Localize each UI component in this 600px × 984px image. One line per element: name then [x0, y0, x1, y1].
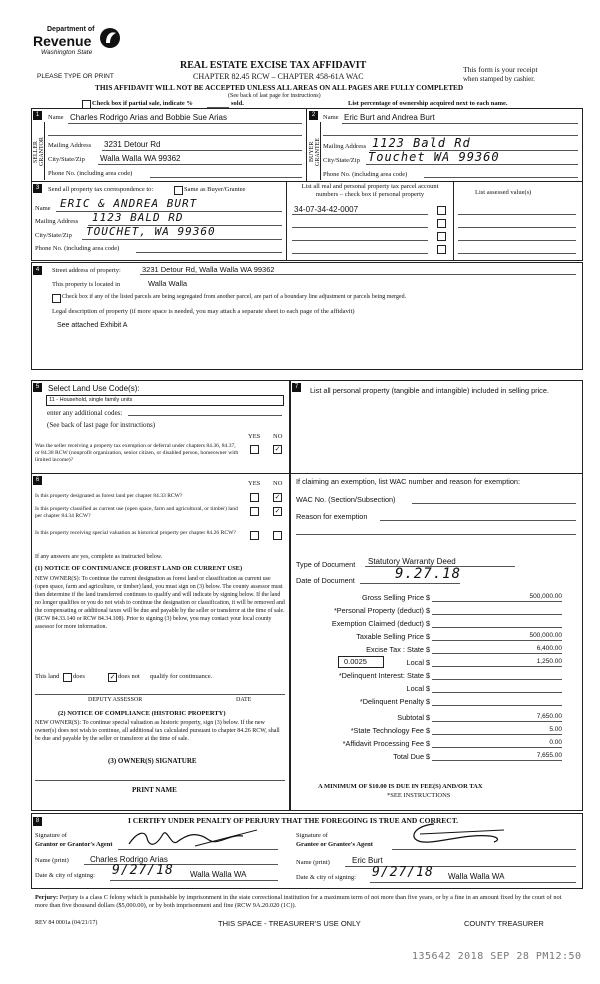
notice-compliance-title: (2) NOTICE OF COMPLIANCE (HISTORIC PROPERTY) — [58, 710, 226, 717]
tax-row — [296, 605, 576, 617]
local-rate-box[interactable] — [338, 656, 384, 668]
tax-row-label: Gross Selling Price — [361, 593, 424, 602]
divider — [453, 181, 454, 261]
tax-line — [432, 747, 562, 748]
grantor-city-value[interactable]: Walla Walla WA — [190, 870, 247, 879]
section-8-number: 8 — [33, 817, 42, 826]
seller-mail-line — [102, 150, 302, 151]
perjury-text: Perjury is a class C felony which is punishable by imprisonment in the state correctional institution for a maximum term of not more than five years, or by a fine in an amount fixed by the court of not more than five thousand dollars ($5,000.00), or by both imprisonment and fine (RCW 9A.20.020 (1C)). — [35, 894, 562, 909]
seller-name-label: Name — [48, 114, 64, 121]
grantee-name-label: Name (print) — [296, 859, 330, 866]
tax-currency: $ — [426, 697, 431, 706]
type-or-print-note: PLEASE TYPE OR PRINT — [37, 73, 114, 80]
personal-property-label: List all personal property (tangible and intangible) included in selling price. — [310, 386, 549, 395]
owner-signature-line[interactable] — [35, 780, 285, 781]
buyer-phone-line[interactable] — [424, 177, 578, 178]
forest-yes-checkbox[interactable] — [250, 493, 259, 502]
exemption-no-checkbox[interactable]: ✓ — [274, 445, 281, 453]
tax-line — [432, 760, 562, 761]
treasurer-space-label: THIS SPACE - TREASURER'S USE ONLY — [218, 919, 361, 928]
parcel-line-2[interactable] — [292, 227, 428, 228]
section-6-number: 6 — [33, 476, 42, 485]
tax-row-label: Subtotal — [397, 713, 424, 722]
minimum-fee-note: A MINIMUM OF $10.00 IS DUE IN FEE(S) AND/OR TAX — [318, 783, 483, 790]
located-in-label: This property is located in — [52, 281, 121, 288]
tax-currency: $ — [426, 739, 431, 748]
section-4-box — [31, 262, 583, 370]
buyer-city-label: City/State/Zip — [323, 157, 360, 164]
grantee-signature[interactable] — [400, 820, 510, 850]
tax-row-label: *State Technology Fee — [350, 726, 424, 735]
tax-line — [432, 601, 562, 602]
buyer-city-line — [366, 164, 578, 165]
divider — [306, 108, 307, 182]
send-correspondence-label: Send all property tax correspondence to: — [48, 186, 154, 193]
buyer-phone-label: Phone No. (including area code) — [323, 171, 408, 178]
does-label: does — [73, 673, 85, 680]
receipt-note-1: This form is your receipt — [463, 65, 538, 74]
tax-row-value[interactable]: 5.00 — [549, 726, 562, 733]
grantor-sig-label-2: Grantor or Grantor's Agent — [35, 841, 113, 848]
grantee-sig-label-2: Grantee or Grantee's Agent — [296, 841, 373, 848]
dor-logo — [33, 26, 123, 62]
s5-no-header: NO — [273, 433, 283, 440]
grantee-name-value[interactable]: Eric Burt — [352, 856, 383, 865]
assessed-line-1[interactable] — [458, 214, 576, 215]
tax-line — [432, 734, 562, 735]
tax-currency: $ — [426, 658, 431, 667]
s5-yes-header: YES — [248, 433, 261, 440]
doc-date-label: Date of Document — [296, 576, 355, 585]
buyer-side-label: BUYER GRANTEE — [309, 138, 321, 166]
tax-row-label: *Delinquent Interest: State — [338, 671, 424, 680]
tax-currency: $ — [426, 684, 431, 693]
exemption-yes-checkbox[interactable] — [250, 445, 259, 454]
tax-row-label: Local — [406, 658, 424, 667]
if-yes-note: If any answers are yes, complete as instructed below. — [35, 554, 163, 560]
deputy-date-label: DATE — [236, 697, 252, 703]
form-subtitle: CHAPTER 82.45 RCW – CHAPTER 458-61A WAC — [193, 72, 364, 81]
street-address-value[interactable]: 3231 Detour Rd, Walla Walla WA 99362 — [142, 265, 275, 274]
grantor-date-value[interactable]: 9/27/18 — [112, 863, 174, 878]
does-checkbox[interactable] — [63, 673, 72, 682]
tax-currency: $ — [426, 726, 431, 735]
correspondence-city-value[interactable]: TOUCHET, WA 99360 — [86, 225, 216, 238]
tax-row — [296, 683, 576, 695]
located-in-value[interactable]: Walla Walla — [148, 279, 188, 288]
tax-line — [432, 653, 562, 654]
same-as-buyer-checkbox[interactable] — [174, 186, 183, 195]
tax-row-label: *Delinquent Penalty — [359, 697, 424, 706]
grantee-date-label: Date & city of signing: — [296, 874, 356, 881]
seller-name-line2 — [48, 135, 302, 136]
section-4-number: 4 — [33, 266, 42, 275]
this-land-label: This land — [35, 673, 60, 680]
tax-line — [432, 721, 562, 722]
agency-line2: Revenue — [33, 33, 92, 49]
parcel-line-4[interactable] — [292, 253, 428, 254]
tax-row — [296, 712, 576, 724]
assessed-header: List assessed value(s) — [475, 189, 532, 196]
qualify-label: qualify for continuance. — [150, 673, 213, 680]
parcel-line-3[interactable] — [292, 240, 428, 241]
assessed-line-4[interactable] — [458, 253, 576, 254]
current-use-no-checkbox[interactable]: ✓ — [274, 507, 281, 515]
additional-codes-line[interactable] — [128, 415, 282, 416]
grantor-sig-label-1: Signature of — [35, 832, 67, 839]
section-2-number: 2 — [309, 111, 318, 120]
tax-row — [296, 725, 576, 737]
segregated-note: Check box if any of the listed parcels are being segregated from another parcel, are part of a boundary line adjustment or parcels being merged. — [62, 294, 407, 300]
segregated-checkbox[interactable] — [52, 294, 61, 303]
personal-property-checkbox-1[interactable] — [437, 206, 446, 215]
seller-side-label: SELLER GRANTOR — [33, 137, 45, 167]
reason-exemption-label: Reason for exemption — [296, 512, 368, 521]
land-use-label: Select Land Use Code(s): — [48, 384, 140, 393]
tax-row-value[interactable]: 500,000.00 — [529, 632, 562, 639]
tax-currency: $ — [426, 645, 431, 654]
correspondence-name-label: Name — [35, 205, 51, 212]
does-not-checkbox[interactable]: ✓ — [109, 673, 116, 681]
exemption-wac-label: If claiming an exemption, list WAC number and reason for exemption: — [296, 477, 521, 486]
correspondence-city-label: City/State/Zip — [35, 232, 72, 239]
grantee-date-value[interactable]: 9/27/18 — [372, 865, 434, 880]
wac-number-line[interactable] — [412, 503, 576, 504]
section-1-number: 1 — [33, 111, 42, 120]
tax-row-value[interactable]: 0.00 — [549, 739, 562, 746]
correspondence-mail-label: Mailing Address — [35, 218, 79, 225]
tax-row-label: Taxable Selling Price — [356, 632, 424, 641]
deputy-assessor-line[interactable] — [35, 694, 285, 695]
tax-currency: $ — [426, 713, 431, 722]
seller-phone-label: Phone No. (including area code) — [48, 170, 133, 177]
forest-land-question: Is this property designated as forest land per chapter 84.33 RCW? — [35, 493, 183, 499]
correspondence-name-value[interactable]: ERIC & ANDREA BURT — [60, 197, 198, 210]
exemption-question: Was the seller receiving a property tax exemption or deferral under chapters 84.36, 84.37, or 84.38 RCW (nonprofit organization, senior citizen, or disabled person, homeowner with limited income)? — [35, 443, 239, 463]
recording-stamp: 135642 2018 SEP 28 PM12:50 — [412, 951, 582, 962]
tax-row — [296, 618, 576, 630]
doc-type-label: Type of Document — [296, 560, 356, 569]
legal-description-value[interactable]: See attached Exhibit A — [57, 322, 128, 329]
agency-line3: Washington State — [41, 49, 93, 56]
buyer-name-line — [342, 123, 578, 124]
seller-city-label: City/State/Zip — [48, 156, 85, 163]
wac-number-label: WAC No. (Section/Subsection) — [296, 495, 396, 504]
grantor-name-value[interactable]: Charles Rodrigo Arias — [90, 855, 168, 864]
buyer-mail-label: Mailing Address — [323, 143, 367, 150]
current-use-yes-checkbox[interactable] — [250, 507, 259, 516]
tax-row — [296, 631, 576, 643]
notice-compliance-body: NEW OWNER(S): To continue special valuation as historic property, sign (3) below. If the new owner(s) does not wish to continue, all additional tax calculated pursuant to chapter 84.26 RCW, shall be due and payable by the seller or transferor at the time of sale. — [35, 720, 280, 742]
deputy-assessor-label: DEPUTY ASSESSOR — [88, 697, 143, 703]
tax-row-label: Exemption Claimed (deduct) — [331, 619, 424, 628]
dor-logo-mark-icon — [99, 26, 121, 50]
doc-date-line — [360, 583, 460, 584]
parcel-line-1 — [292, 214, 428, 215]
parcel-header: List all real and personal property tax parcel account numbers – check box if personal property — [301, 183, 439, 198]
seller-name-line — [68, 123, 302, 124]
historic-question: Is this property receiving special valuation as historical property per chapter 84.26 RCW? — [35, 530, 236, 536]
doc-date-value[interactable]: 9.27.18 — [395, 566, 462, 582]
buyer-name-value[interactable]: Eric Burt and Andrea Burt — [344, 113, 435, 122]
street-address-label: Street address of property: — [52, 267, 121, 274]
current-use-question: Is this property classified as current use (open space, farm and agricultural, or timber) land per chapter 84.34 RCW? — [35, 506, 238, 519]
notice-continuance-title: (1) NOTICE OF CONTINUANCE (FOREST LAND OR CURRENT USE) — [35, 565, 243, 572]
grantor-name-label: Name (print) — [35, 857, 69, 864]
owner-signature-title: (3) OWNER(S) SIGNATURE — [108, 757, 197, 765]
additional-codes-label: enter any additional codes: — [47, 409, 123, 417]
tax-currency: $ — [426, 752, 431, 761]
assessed-line-3[interactable] — [458, 240, 576, 241]
s6-no-header: NO — [273, 480, 283, 487]
county-treasurer-label: COUNTY TREASURER — [464, 919, 544, 928]
partial-sale-label: Check box if partial sale, indicate % — [92, 100, 193, 107]
tax-line — [432, 640, 562, 641]
correspondence-phone-line[interactable] — [136, 252, 282, 253]
correspondence-mail-value[interactable]: 1123 BALD RD — [92, 211, 184, 224]
form-warning: THIS AFFIDAVIT WILL NOT BE ACCEPTED UNLESS ALL AREAS ON ALL PAGES ARE FULLY COMPLETED — [95, 83, 464, 92]
land-use-select[interactable] — [46, 395, 284, 406]
tax-row-value[interactable]: 6,400.00 — [536, 645, 562, 652]
agency-line1: Department of — [47, 26, 95, 33]
tax-row — [296, 657, 576, 669]
tax-row — [296, 644, 576, 656]
seller-phone-line[interactable] — [150, 177, 302, 178]
tax-row-label: Local — [406, 684, 424, 693]
tax-row-label: Total Due — [393, 752, 424, 761]
tax-line — [432, 614, 562, 615]
tax-row-label: *Affidavit Processing Fee — [342, 739, 424, 748]
section-5-number: 5 — [33, 383, 42, 392]
tax-row — [296, 696, 576, 708]
receipt-note-2: when stamped by cashier. — [463, 75, 535, 83]
historic-yes-checkbox[interactable] — [250, 531, 259, 540]
doc-type-value[interactable]: Statutory Warranty Deed — [368, 557, 456, 566]
grantee-sig-label-1: Signature of — [296, 832, 328, 839]
tax-currency: $ — [426, 671, 431, 680]
tax-currency: $ — [426, 619, 431, 628]
grantor-date-label: Date & city of signing: — [35, 872, 95, 879]
sold-label: sold. — [231, 100, 244, 107]
street-address-line — [140, 274, 576, 275]
tax-row-label: *Personal Property (deduct) — [333, 606, 424, 615]
seller-mail-label: Mailing Address — [48, 142, 92, 149]
divider — [286, 181, 287, 261]
does-not-label: does not — [118, 673, 140, 680]
notice-continuance-body: NEW OWNER(S): To continue the current designation as forest land or classification as current use (open space, farm and agriculture, or timber) land, you must sign on (3) below. The county assessor must then determine if the land transferred continues to qualify and will indicate by signing below. If the land no longer qualifies or you do not wish to continue the designation or classification, it will be removed and the compensating or additional taxes will be due and payable by the seller or transferor at the time of sale. (RCW 84.33.140 or RCW 84.34.108). Prior to signing (3) below, you may contact your local county assessor for more information. — [35, 576, 285, 630]
grantee-city-value[interactable]: Walla Walla WA — [448, 872, 505, 881]
assessed-line-2[interactable] — [458, 227, 576, 228]
tax-row — [296, 751, 576, 763]
legal-description-label: Legal description of property (if more space is needed, you may attach a separate sheet to each page of the affidavit) — [52, 308, 355, 315]
seller-city-line — [98, 164, 302, 165]
perjury-notice — [35, 894, 575, 910]
land-use-value: 11 - Household, single family units — [49, 397, 133, 403]
personal-property-checkbox-2[interactable] — [437, 219, 446, 228]
print-name-label: PRINT NAME — [132, 786, 177, 794]
grantor-date-line — [110, 880, 278, 881]
parcel-number-1[interactable]: 34-07-34-42-0007 — [294, 205, 359, 214]
local-rate-value: 0.0025 — [344, 657, 367, 666]
grantee-date-line — [370, 882, 576, 883]
reason-exemption-line[interactable] — [380, 520, 576, 521]
form-revision: REV 84 0001a (04/21/17) — [35, 920, 98, 926]
tax-line — [432, 705, 562, 706]
tax-line — [432, 666, 562, 667]
grantor-sig-line — [118, 849, 278, 850]
forest-no-checkbox[interactable]: ✓ — [274, 493, 281, 501]
section-7-number: 7 — [292, 383, 301, 392]
tax-row-value[interactable]: 7,650.00 — [536, 713, 562, 720]
form-title: REAL ESTATE EXCISE TAX AFFIDAVIT — [180, 60, 367, 71]
personal-property-checkbox-3[interactable] — [437, 232, 446, 241]
see-instructions-note: *SEE INSTRUCTIONS — [387, 792, 451, 799]
buyer-city-value[interactable]: Touchet WA 99360 — [368, 150, 500, 164]
tax-line — [432, 679, 562, 680]
buyer-name-label: Name — [323, 114, 339, 121]
buyer-mail-value[interactable]: 1123 Bald Rd — [372, 136, 471, 150]
land-use-see-back: (See back of last page for instructions) — [47, 421, 156, 429]
section-3-number: 3 — [33, 184, 42, 193]
tax-table — [296, 592, 576, 764]
tax-currency: $ — [426, 593, 431, 602]
historic-no-checkbox[interactable] — [273, 531, 282, 540]
certify-statement: I CERTIFY UNDER PENALTY OF PERJURY THAT THE FOREGOING IS TRUE AND CORRECT. — [128, 816, 459, 825]
tax-row-label: Excise Tax : State — [366, 645, 424, 654]
tax-currency: $ — [426, 632, 431, 641]
tax-row-value[interactable]: 7,655.00 — [536, 752, 562, 759]
seller-city-value[interactable]: Walla Walla WA 99362 — [100, 154, 181, 163]
see-back-note: (See back of last page for instructions) — [228, 93, 321, 99]
tax-row — [296, 738, 576, 750]
ownership-note: List percentage of ownership acquired next to each name. — [348, 100, 508, 107]
personal-property-checkbox-4[interactable] — [437, 245, 446, 254]
seller-mail-value[interactable]: 3231 Detour Rd — [104, 140, 161, 149]
s6-yes-header: YES — [248, 480, 261, 487]
seller-name-value[interactable]: Charles Rodrigo Arias and Bobbie Sue Arias — [70, 113, 227, 122]
tax-row — [296, 670, 576, 682]
tax-line — [432, 627, 562, 628]
tax-row-value[interactable]: 500,000.00 — [529, 593, 562, 600]
perjury-label: Perjury: — [35, 894, 59, 901]
grantee-sig-line — [392, 849, 576, 850]
tax-line — [432, 692, 562, 693]
tax-currency: $ — [426, 606, 431, 615]
tax-row — [296, 592, 576, 604]
correspondence-phone-label: Phone No. (including area code) — [35, 245, 120, 252]
same-as-buyer-label: Same as Buyer/Grantee — [184, 186, 246, 193]
correspondence-city-line — [82, 239, 282, 240]
tax-row-value[interactable]: 1,250.00 — [536, 658, 562, 665]
reason-exemption-line2[interactable] — [296, 534, 576, 535]
